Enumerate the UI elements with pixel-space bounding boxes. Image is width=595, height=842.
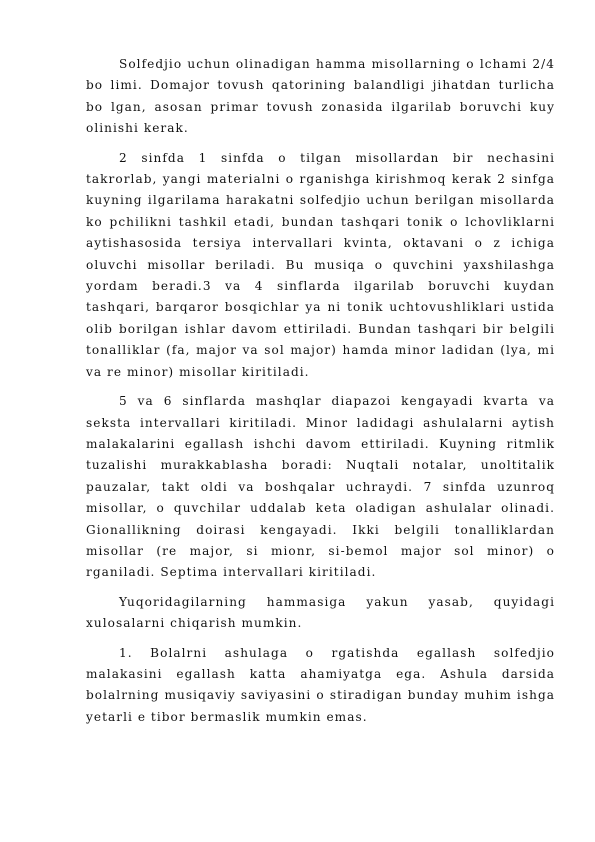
paragraph-conclusion-1: 1. Bolalrni ashulaga o rgatishda egallash solfedjio malakasini egallash katta ahamiyatga ega. Ashula darsida bolalrning musiqaviy saviyasini o stiradigan bunday muhim ishga yetarli e tibor bermaslik mumkin emas. [86, 645, 555, 724]
paragraph-grade-5-7: 5 va 6 sinflarda mashqlar diapazoi kengayadi kvarta va seksta intervallari kiritiladi. Minor ladidagi ashulalarni aytish malakalarini egallash ishchi davom ettiriladi. Kuyning ritmlik tuzalishi murakkablasha boradi: Nuqtali notalar, unoltitalik pauzalar, takt oldi va boshqalar uchraydi. 7 sinfda uzunroq misollar, o quvchilar uddalab keta oladigan ashulalar olinadi. Gionallikning doirasi kengayadi. Ikki belgili tonalliklardan misollar (re major, si mionr, si-bemol major sol minor) o rganiladi. Septima intervallari kiritiladi. [86, 394, 555, 580]
paragraph-grade-2-4: 2 sinfda 1 sinfda o tilgan misollardan bir nechasini takrorlab, yangi materialni o rganishga kirishmoq kerak 2 sinfga kuyning ilgarilama harakatni solfedjio uchun berilgan misollarda ko pchilikni tashkil etadi, bundan tashqari tonik o lchovliklarni aytishasosida tersiya intervallari kvinta, oktavani o z ichiga oluvchi misollar beriladi. Bu musiqa o quvchini yaxshilashga yordam beradi.3 va 4 sinflarda ilgarilab boruvchi kuydan tashqari, barqaror bosqichlar ya ni tonik uchtovushliklari ustida olib borilgan ishlar davom ettiriladi. Bundan tashqari bir belgili tonalliklar (fa, major va sol major) hamda minor ladidan (lya, mi va re minor) misollar kiritiladi. [86, 150, 555, 379]
paragraph-summary-lead: Yuqoridagilarning hammasiga yakun yasab, quyidagi xulosalarni chiqarish mumkin. [86, 594, 555, 631]
paragraph-solfedjio-intro: Solfedjio uchun olinadigan hamma misollarning o lchami 2/4 bo limi. Domajor tovush qatorining balandligi jihatdan turlicha bo lgan, asosan primar tovush zonasida ilgarilab boruvchi kuy olinishi kerak. [86, 57, 555, 136]
